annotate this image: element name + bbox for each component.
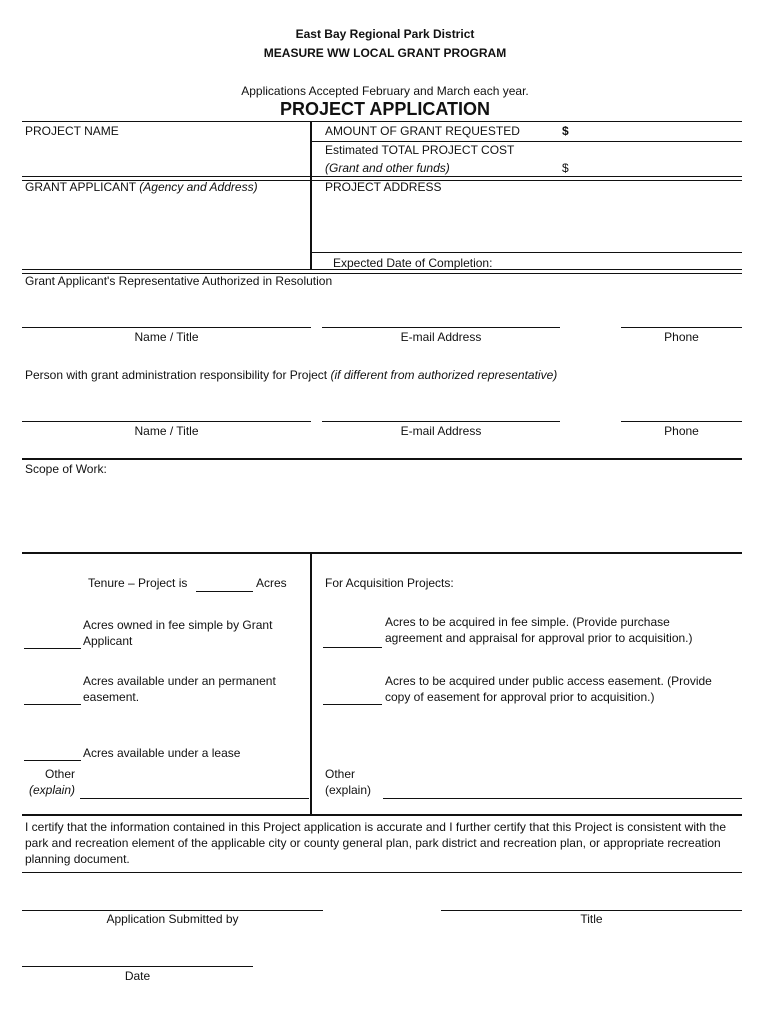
- tenure-other-label: Other: [45, 767, 76, 781]
- signature-line: [22, 327, 311, 328]
- divider: [22, 458, 742, 460]
- easement-blank-line[interactable]: [24, 704, 81, 705]
- representative-heading: Grant Applicant's Representative Authorized in Resolution: [25, 274, 333, 288]
- tenure-label: Tenure – Project is: [88, 576, 188, 590]
- signature-line: [22, 966, 253, 967]
- org-name: East Bay Regional Park District: [295, 27, 475, 41]
- fee-simple-label: Acres owned in fee simple by Grant Applicant: [83, 618, 273, 648]
- rep-phone-label: Phone: [664, 330, 699, 344]
- scope-label: Scope of Work:: [25, 462, 107, 476]
- date-label: Date: [124, 969, 151, 983]
- acquire-easement-label: Acres to be acquired under public access easement. (Provide copy of easement for approval prior to acquisition.): [385, 674, 712, 704]
- divider: [22, 872, 742, 873]
- project-name-label: PROJECT NAME: [25, 124, 119, 138]
- divider: [312, 141, 742, 142]
- rep-name-title-label: Name / Title: [134, 330, 199, 344]
- page-title: PROJECT APPLICATION: [279, 99, 490, 119]
- rep-email-label: E-mail Address: [400, 330, 482, 344]
- acquire-fee-label: Acres to be acquired in fee simple. (Provide purchase agreement and appraisal for approval prior to acquisition.): [385, 615, 693, 645]
- signature-line: [22, 910, 323, 911]
- total-cost-label: Estimated TOTAL PROJECT COST: [325, 143, 515, 157]
- amount-requested-label: AMOUNT OF GRANT REQUESTED: [325, 124, 520, 138]
- tenure-other-blank-line[interactable]: [80, 798, 309, 799]
- permanent-easement-label: Acres available under an permanent easement.: [83, 674, 276, 704]
- vertical-divider: [310, 121, 312, 269]
- certification-text: I certify that the information contained in this Project application is accurate and I further certify that this Project is consistent with the park and recreation element of the applicable city or county general plan, park district and recreation plan, or appropriate recreation planning document.: [25, 820, 727, 866]
- admin-email-label: E-mail Address: [400, 424, 482, 438]
- signature-line: [621, 327, 742, 328]
- signature-line: [621, 421, 742, 422]
- lease-label: Acres available under a lease: [83, 746, 241, 760]
- amount-symbol: $: [562, 124, 569, 138]
- acquisition-explain-label: (explain): [325, 783, 372, 797]
- divider: [22, 552, 742, 554]
- fee-simple-blank-line[interactable]: [24, 648, 81, 649]
- signature-line: [22, 421, 311, 422]
- acquire-fee-blank-line[interactable]: [323, 647, 382, 648]
- grant-applicant-label: GRANT APPLICANT (Agency and Address): [25, 180, 258, 194]
- admin-heading: Person with grant administration responsibility for Project (if different from authorized representative): [25, 368, 558, 382]
- submitted-by-label: Application Submitted by: [106, 912, 239, 926]
- completion-date-label: Expected Date of Completion:: [333, 256, 493, 270]
- tenure-explain-label: (explain): [29, 783, 76, 797]
- acquisition-other-blank-line[interactable]: [383, 798, 742, 799]
- acquisition-heading: For Acquisition Projects:: [325, 576, 454, 590]
- total-cost-note: (Grant and other funds): [325, 161, 450, 175]
- divider: [22, 121, 742, 122]
- project-address-label: PROJECT ADDRESS: [325, 180, 442, 194]
- divider: [312, 252, 742, 253]
- acquire-easement-blank-line[interactable]: [323, 704, 382, 705]
- total-symbol: $: [562, 161, 569, 175]
- divider: [22, 814, 742, 816]
- acres-blank-line[interactable]: [196, 591, 253, 592]
- acquisition-other-label: Other: [325, 767, 356, 781]
- submission-note: Applications Accepted February and March each year.: [241, 84, 529, 98]
- title-label: Title: [580, 912, 603, 926]
- admin-name-title-label: Name / Title: [134, 424, 199, 438]
- lease-blank-line[interactable]: [24, 760, 81, 761]
- signature-line: [322, 421, 560, 422]
- signature-line: [322, 327, 560, 328]
- program-name: MEASURE WW LOCAL GRANT PROGRAM: [263, 46, 507, 60]
- admin-phone-label: Phone: [664, 424, 699, 438]
- signature-line: [441, 910, 742, 911]
- vertical-divider: [310, 554, 312, 815]
- tenure-acres-label: Acres: [256, 576, 287, 590]
